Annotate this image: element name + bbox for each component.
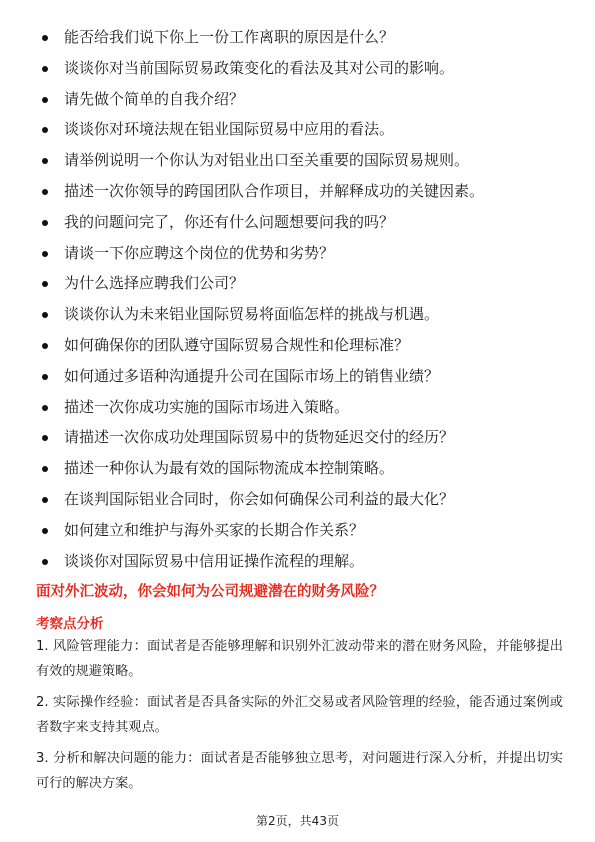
- list-item: [38, 268, 578, 299]
- analysis-point: 1. 风险管理能力：面试者是否能够理解和识别外汇波动带来的潜在财务风险，并能够提出有效的规避策略。: [36, 639, 563, 679]
- question-text: 描述一次你成功实施的国际市场进入策略。: [64, 397, 350, 416]
- question-text: 为什么选择应聘我们公司？: [64, 274, 245, 293]
- list-item: [38, 238, 578, 269]
- analysis-title: 考察点分析: [36, 616, 104, 632]
- question-text: 如何确保你的团队遵守国际贸易合规性和伦理标准？: [64, 335, 410, 354]
- list-item: [38, 392, 578, 423]
- bullet-icon: [42, 435, 48, 441]
- question-text: 谈谈你对当前国际贸易政策变化的看法及其对公司的影响。: [64, 58, 455, 77]
- question-text: 如何通过多语种沟通提升公司在国际市场上的销售业绩？: [64, 366, 440, 385]
- question-text: 谈谈你认为未来铝业国际贸易将面临怎样的挑战与机遇。: [64, 305, 440, 324]
- list-item: [38, 145, 578, 176]
- list-item: [38, 22, 578, 53]
- bullet-icon: [42, 405, 48, 411]
- analysis-section: [36, 634, 563, 802]
- list-item: [38, 330, 578, 361]
- list-item: [38, 453, 578, 484]
- question-text: 能否给我们说下你上一份工作离职的原因是什么？: [64, 28, 395, 46]
- list-item: [38, 114, 578, 145]
- list-item: [38, 299, 578, 330]
- question-text: 谈谈你对环境法规在铝业国际贸易中应用的看法。: [64, 120, 395, 139]
- bullet-icon: [42, 374, 48, 380]
- page-number: 第2页，共43页: [256, 814, 339, 828]
- question-text: 请先做个简单的自我介绍？: [64, 89, 245, 108]
- question-text: 描述一种你认为最有效的国际物流成本控制策略。: [64, 459, 395, 478]
- bullet-icon: [42, 312, 48, 318]
- question-text: 请举例说明一个你认为对铝业出口至关重要的国际贸易规则。: [64, 151, 470, 170]
- question-text: 如何建立和维护与海外买家的长期合作关系？: [64, 520, 365, 539]
- bullet-icon: [42, 127, 48, 133]
- bullet-icon: [42, 158, 48, 164]
- list-item: [38, 484, 578, 515]
- bullet-icon: [42, 251, 48, 257]
- question-list: [38, 22, 578, 576]
- list-item: [38, 361, 578, 392]
- list-item: [38, 546, 578, 577]
- list-item: [38, 422, 578, 453]
- list-item: [38, 515, 578, 546]
- bullet-icon: [42, 97, 48, 103]
- question-text: 描述一次你领导的跨国团队合作项目，并解释成功的关键因素。: [64, 181, 485, 200]
- bullet-icon: [42, 528, 48, 534]
- question-text: 在谈判国际铝业合同时，你会如何确保公司利益的最大化？: [64, 489, 455, 508]
- list-item: [38, 176, 578, 207]
- bullet-icon: [42, 66, 48, 72]
- highlight-question: 面对外汇波动，你会如何为公司规避潜在的财务风险？: [36, 584, 384, 600]
- list-item: [38, 84, 578, 115]
- question-text: 谈谈你对国际贸易中信用证操作流程的理解。: [64, 551, 365, 570]
- bullet-icon: [42, 35, 48, 41]
- bullet-icon: [42, 189, 48, 195]
- bullet-icon: [42, 220, 48, 226]
- bullet-icon: [42, 497, 48, 503]
- analysis-point: 2. 实际操作经验：面试者是否具备实际的外汇交易或者风险管理的经验，能否通过案例或者数字来支持其观点。: [36, 695, 563, 735]
- list-item: [38, 53, 578, 84]
- bullet-icon: [42, 559, 48, 565]
- bullet-icon: [42, 281, 48, 287]
- question-text: 我的问题问完了，你还有什么问题想要问我的吗？: [64, 212, 395, 231]
- bullet-icon: [42, 343, 48, 349]
- analysis-point: 3. 分析和解决问题的能力：面试者是否能够独立思考，对问题进行深入分析，并提出切实可行的解决方案。: [36, 751, 563, 791]
- question-text: 请谈一下你应聘这个岗位的优势和劣势？: [64, 243, 335, 262]
- question-text: 请描述一次你成功处理国际贸易中的货物延迟交付的经历？: [64, 428, 455, 447]
- bullet-icon: [42, 466, 48, 472]
- list-item: [38, 207, 578, 238]
